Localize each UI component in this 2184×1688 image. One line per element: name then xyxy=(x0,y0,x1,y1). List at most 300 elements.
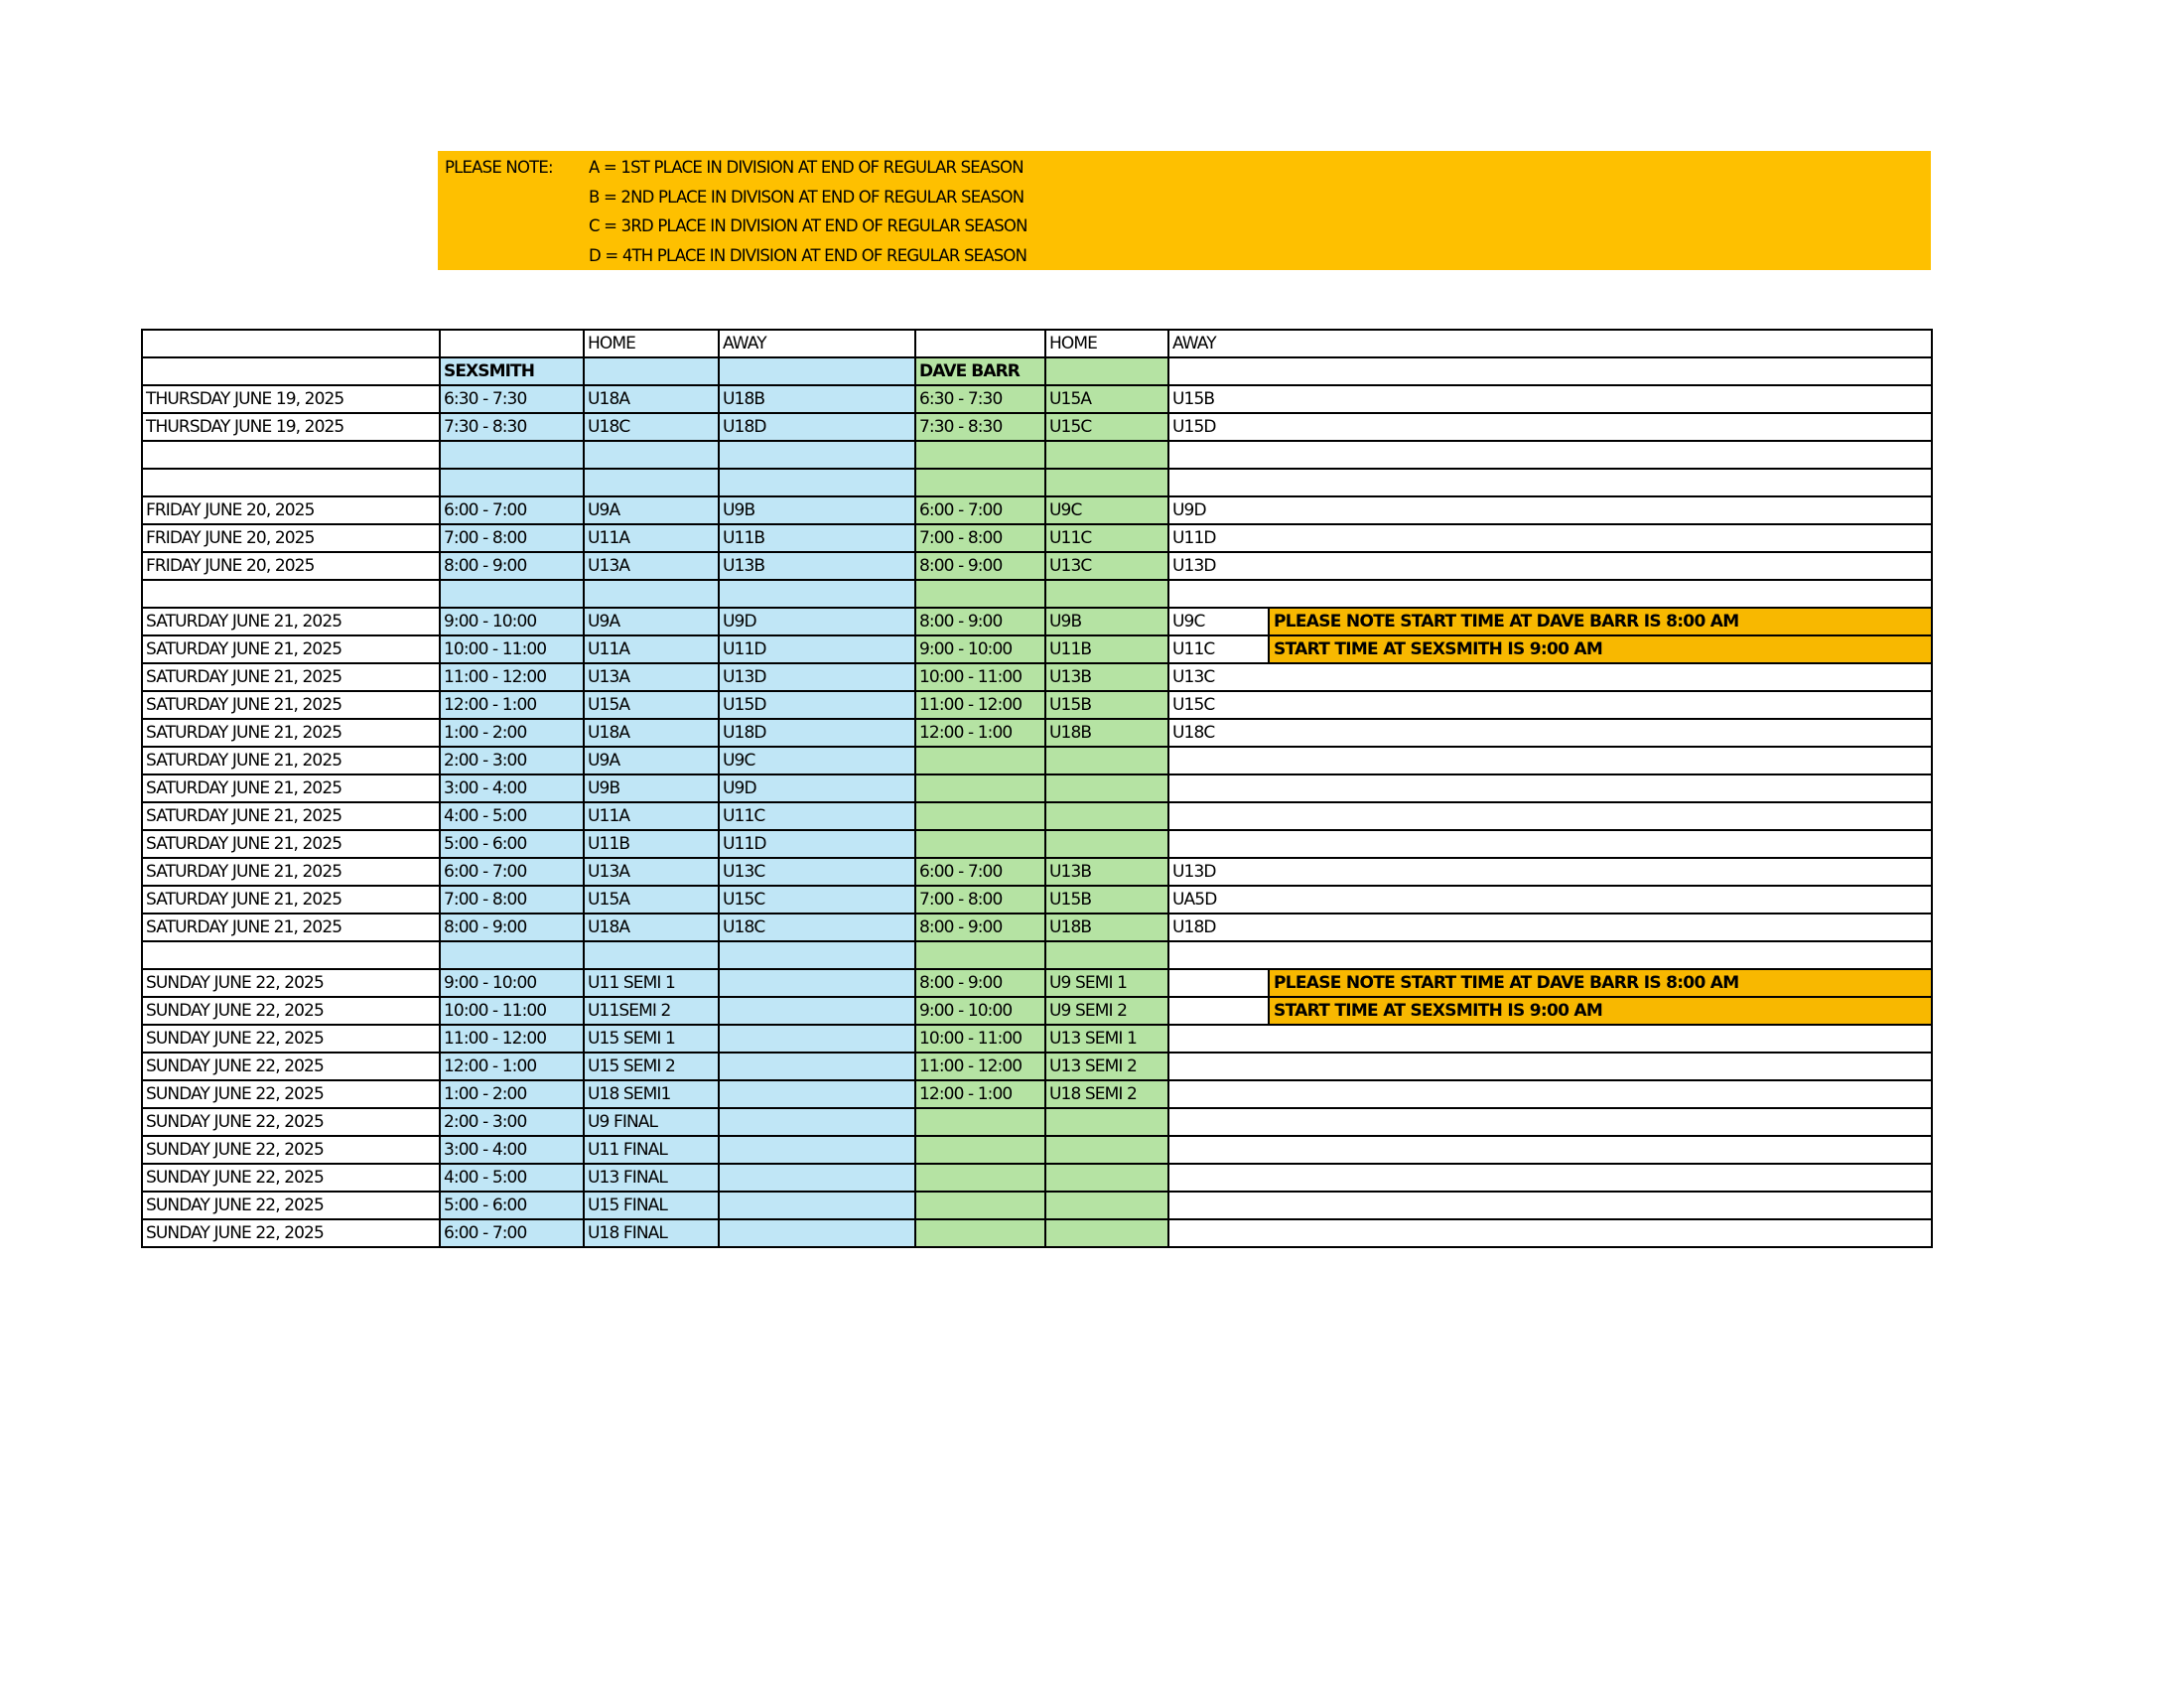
davebarr-home-cell: U15B xyxy=(1045,886,1168,914)
schedule-row xyxy=(142,1108,1932,1136)
davebarr-home-cell xyxy=(1045,1164,1168,1192)
sexsmith-home-cell: U18 SEMI1 xyxy=(584,1080,719,1108)
sexsmith-away-cell: U9C xyxy=(719,747,915,774)
start-time-notice xyxy=(1268,386,1931,412)
sexsmith-away-cell: U11B xyxy=(719,524,915,552)
davebarr-time-cell: 7:30 - 8:30 xyxy=(915,413,1045,441)
davebarr-away-notes-cell xyxy=(1168,941,1932,969)
schedule-row xyxy=(142,441,1932,469)
davebarr-away-value: U18C xyxy=(1172,723,1215,743)
davebarr-time-cell: 12:00 - 1:00 xyxy=(915,1080,1045,1108)
sexsmith-away-cell xyxy=(719,441,915,469)
start-time-notice: PLEASE NOTE START TIME AT DAVE BARR IS 8:00 AM xyxy=(1268,609,1931,634)
davebarr-away-notes-cell xyxy=(1168,1053,1932,1080)
sexsmith-time-cell: 6:00 - 7:00 xyxy=(440,496,584,524)
davebarr-away-notes-cell xyxy=(1168,580,1932,608)
sexsmith-home-cell: U11SEMI 2 xyxy=(584,997,719,1025)
sexsmith-away-cell xyxy=(719,997,915,1025)
header-home-sexsmith: HOME xyxy=(584,330,719,357)
davebarr-away-value: U9C xyxy=(1172,612,1205,632)
date-cell: SUNDAY JUNE 22, 2025 xyxy=(142,969,440,997)
date-cell: SATURDAY JUNE 21, 2025 xyxy=(142,719,440,747)
davebarr-time-cell xyxy=(915,747,1045,774)
davebarr-away-notes-cell xyxy=(1168,858,1932,886)
davebarr-away-notes-cell xyxy=(1168,886,1932,914)
date-cell xyxy=(142,469,440,496)
date-cell: SATURDAY JUNE 21, 2025 xyxy=(142,858,440,886)
venue-header-row xyxy=(142,357,1932,385)
header-blank xyxy=(915,330,1045,357)
sexsmith-time-cell: 3:00 - 4:00 xyxy=(440,1136,584,1164)
schedule-row xyxy=(142,580,1932,608)
date-cell: SATURDAY JUNE 21, 2025 xyxy=(142,914,440,941)
davebarr-away-notes-cell xyxy=(1168,914,1932,941)
sexsmith-home-cell: U13A xyxy=(584,552,719,580)
sexsmith-away-cell xyxy=(719,1053,915,1080)
davebarr-time-cell xyxy=(915,1192,1045,1219)
davebarr-away-notes-cell xyxy=(1168,663,1932,691)
start-time-notice xyxy=(1268,1193,1931,1218)
sexsmith-time-cell: 10:00 - 11:00 xyxy=(440,997,584,1025)
davebarr-away-notes-cell xyxy=(1168,552,1932,580)
sexsmith-away-cell: U9D xyxy=(719,608,915,635)
date-cell: SATURDAY JUNE 21, 2025 xyxy=(142,747,440,774)
start-time-notice xyxy=(1268,553,1931,579)
schedule-row xyxy=(142,1192,1932,1219)
davebarr-home-cell: U9 SEMI 1 xyxy=(1045,969,1168,997)
sexsmith-time-cell: 1:00 - 2:00 xyxy=(440,1080,584,1108)
date-cell xyxy=(142,941,440,969)
davebarr-home-cell: U11B xyxy=(1045,635,1168,663)
sexsmith-home-cell: U15A xyxy=(584,691,719,719)
sexsmith-time-cell: 10:00 - 11:00 xyxy=(440,635,584,663)
sexsmith-home-cell: U9A xyxy=(584,608,719,635)
start-time-notice xyxy=(1268,887,1931,913)
date-cell: SUNDAY JUNE 22, 2025 xyxy=(142,1108,440,1136)
date-cell: SUNDAY JUNE 22, 2025 xyxy=(142,1136,440,1164)
davebarr-away-notes-cell xyxy=(1168,635,1932,663)
davebarr-time-cell: 7:00 - 8:00 xyxy=(915,886,1045,914)
davebarr-home-cell: U18B xyxy=(1045,719,1168,747)
davebarr-away-notes-cell xyxy=(1168,1192,1932,1219)
sexsmith-home-cell: U9 FINAL xyxy=(584,1108,719,1136)
davebarr-away-value: U15B xyxy=(1172,389,1215,409)
date-cell: SUNDAY JUNE 22, 2025 xyxy=(142,1164,440,1192)
schedule-row xyxy=(142,969,1932,997)
date-cell: FRIDAY JUNE 20, 2025 xyxy=(142,524,440,552)
schedule-row xyxy=(142,997,1932,1025)
sexsmith-time-cell: 3:00 - 4:00 xyxy=(440,774,584,802)
sexsmith-away-cell: U18D xyxy=(719,413,915,441)
schedule-row xyxy=(142,774,1932,802)
davebarr-away-notes-cell xyxy=(1168,469,1932,496)
davebarr-home-cell: U13B xyxy=(1045,663,1168,691)
schedule-row xyxy=(142,1136,1932,1164)
sexsmith-time-cell: 11:00 - 12:00 xyxy=(440,1025,584,1053)
davebarr-away-notes-cell xyxy=(1168,385,1932,413)
schedule-row xyxy=(142,552,1932,580)
schedule-row xyxy=(142,719,1932,747)
schedule-row xyxy=(142,385,1932,413)
davebarr-away-notes-cell xyxy=(1168,802,1932,830)
sexsmith-home-cell: U13A xyxy=(584,858,719,886)
sexsmith-time-cell: 11:00 - 12:00 xyxy=(440,663,584,691)
davebarr-away-notes-cell xyxy=(1168,1025,1932,1053)
sexsmith-time-cell: 4:00 - 5:00 xyxy=(440,802,584,830)
davebarr-time-cell xyxy=(915,1136,1045,1164)
sexsmith-home-cell: U9A xyxy=(584,496,719,524)
sexsmith-time-cell: 9:00 - 10:00 xyxy=(440,969,584,997)
davebarr-away-value: U15C xyxy=(1172,695,1215,715)
sexsmith-away-cell: U18B xyxy=(719,385,915,413)
start-time-notice xyxy=(1268,1081,1931,1107)
start-time-notice xyxy=(1268,720,1931,746)
sexsmith-time-cell: 6:30 - 7:30 xyxy=(440,385,584,413)
sexsmith-home-cell xyxy=(584,469,719,496)
davebarr-home-cell: U13 SEMI 2 xyxy=(1045,1053,1168,1080)
sexsmith-time-cell: 7:00 - 8:00 xyxy=(440,886,584,914)
venue-sexsmith: SEXSMITH xyxy=(440,357,584,385)
davebarr-home-cell: U15C xyxy=(1045,413,1168,441)
davebarr-time-cell xyxy=(915,580,1045,608)
davebarr-home-cell xyxy=(1045,774,1168,802)
sexsmith-home-cell: U11A xyxy=(584,524,719,552)
davebarr-time-cell: 9:00 - 10:00 xyxy=(915,997,1045,1025)
sexsmith-away-cell: U9B xyxy=(719,496,915,524)
sexsmith-home-cell: U15 SEMI 1 xyxy=(584,1025,719,1053)
davebarr-away-notes-cell xyxy=(1168,608,1932,635)
legend-row xyxy=(445,241,1931,271)
davebarr-time-cell: 6:00 - 7:00 xyxy=(915,858,1045,886)
schedule-row xyxy=(142,1025,1932,1053)
davebarr-home-cell: U13 SEMI 1 xyxy=(1045,1025,1168,1053)
start-time-notice xyxy=(1268,775,1931,801)
sexsmith-time-cell: 5:00 - 6:00 xyxy=(440,1192,584,1219)
start-time-notice xyxy=(1268,831,1931,857)
schedule-row xyxy=(142,914,1932,941)
sexsmith-away-cell: U15D xyxy=(719,691,915,719)
start-time-notice xyxy=(1268,748,1931,774)
header-away-sexsmith: AWAY xyxy=(719,330,915,357)
davebarr-time-cell: 8:00 - 9:00 xyxy=(915,608,1045,635)
start-time-notice xyxy=(1268,414,1931,440)
davebarr-away-notes-cell xyxy=(1168,441,1932,469)
davebarr-home-cell xyxy=(1045,802,1168,830)
davebarr-home-cell: U18 SEMI 2 xyxy=(1045,1080,1168,1108)
sexsmith-away-cell: U11D xyxy=(719,635,915,663)
sexsmith-time-cell xyxy=(440,469,584,496)
sexsmith-away-cell xyxy=(719,1192,915,1219)
sexsmith-away-cell: U18C xyxy=(719,914,915,941)
davebarr-home-cell xyxy=(1045,941,1168,969)
sexsmith-home-cell: U11B xyxy=(584,830,719,858)
davebarr-time-cell: 6:00 - 7:00 xyxy=(915,496,1045,524)
davebarr-away-value: U11D xyxy=(1172,528,1216,548)
schedule-row xyxy=(142,858,1932,886)
davebarr-home-cell: U9 SEMI 2 xyxy=(1045,997,1168,1025)
davebarr-home-cell xyxy=(1045,1219,1168,1247)
schedule-row xyxy=(142,1164,1932,1192)
davebarr-away-value: U11C xyxy=(1172,639,1215,659)
date-cell: SATURDAY JUNE 21, 2025 xyxy=(142,830,440,858)
sexsmith-time-cell xyxy=(440,441,584,469)
davebarr-away-notes-cell xyxy=(1168,524,1932,552)
legend-note-box xyxy=(438,151,1931,270)
davebarr-home-cell xyxy=(1045,441,1168,469)
davebarr-home-cell: U13C xyxy=(1045,552,1168,580)
davebarr-away-notes-cell xyxy=(1168,1080,1932,1108)
sexsmith-home-cell: U13 FINAL xyxy=(584,1164,719,1192)
date-cell: SATURDAY JUNE 21, 2025 xyxy=(142,802,440,830)
davebarr-time-cell: 11:00 - 12:00 xyxy=(915,1053,1045,1080)
date-cell: THURSDAY JUNE 19, 2025 xyxy=(142,385,440,413)
schedule-body xyxy=(142,330,1932,1247)
davebarr-time-cell xyxy=(915,441,1045,469)
schedule-row xyxy=(142,469,1932,496)
davebarr-time-cell xyxy=(915,941,1045,969)
davebarr-time-cell: 11:00 - 12:00 xyxy=(915,691,1045,719)
davebarr-away-value: U13D xyxy=(1172,556,1216,576)
start-time-notice xyxy=(1268,581,1931,607)
davebarr-time-cell xyxy=(915,802,1045,830)
sexsmith-away-cell: U9D xyxy=(719,774,915,802)
header-blank xyxy=(142,357,440,385)
sexsmith-time-cell: 12:00 - 1:00 xyxy=(440,1053,584,1080)
davebarr-away-value: U13C xyxy=(1172,667,1215,687)
sexsmith-home-cell xyxy=(584,580,719,608)
davebarr-time-cell: 12:00 - 1:00 xyxy=(915,719,1045,747)
schedule-row xyxy=(142,1080,1932,1108)
schedule-row xyxy=(142,802,1932,830)
legend-row xyxy=(445,153,1931,183)
start-time-notice: PLEASE NOTE START TIME AT DAVE BARR IS 8:00 AM xyxy=(1268,970,1931,996)
date-cell: SUNDAY JUNE 22, 2025 xyxy=(142,1080,440,1108)
davebarr-home-cell xyxy=(1045,469,1168,496)
sexsmith-home-cell: U15A xyxy=(584,886,719,914)
davebarr-away-notes-cell xyxy=(1168,1108,1932,1136)
date-cell: FRIDAY JUNE 20, 2025 xyxy=(142,496,440,524)
davebarr-home-cell xyxy=(1045,1136,1168,1164)
start-time-notice xyxy=(1268,470,1931,495)
davebarr-home-cell xyxy=(1045,747,1168,774)
davebarr-time-cell: 6:30 - 7:30 xyxy=(915,385,1045,413)
davebarr-home-cell: U15A xyxy=(1045,385,1168,413)
start-time-notice xyxy=(1268,942,1931,968)
start-time-notice xyxy=(1268,664,1931,690)
davebarr-away-notes-cell xyxy=(1168,1164,1932,1192)
sexsmith-home-cell: U9B xyxy=(584,774,719,802)
davebarr-away-value: U13D xyxy=(1172,862,1216,882)
start-time-notice xyxy=(1268,497,1931,523)
davebarr-time-cell: 7:00 - 8:00 xyxy=(915,524,1045,552)
sexsmith-away-cell xyxy=(719,1108,915,1136)
sexsmith-away-cell xyxy=(719,1136,915,1164)
schedule-row xyxy=(142,608,1932,635)
header-blank xyxy=(440,330,584,357)
davebarr-away-notes-cell xyxy=(1168,969,1932,997)
davebarr-home-cell xyxy=(1045,1108,1168,1136)
sexsmith-away-cell xyxy=(719,1164,915,1192)
date-cell: SATURDAY JUNE 21, 2025 xyxy=(142,691,440,719)
davebarr-home-cell: U9C xyxy=(1045,496,1168,524)
sexsmith-home-cell: U11 FINAL xyxy=(584,1136,719,1164)
sexsmith-away-cell xyxy=(719,469,915,496)
schedule-row xyxy=(142,413,1932,441)
column-header-row xyxy=(142,330,1932,357)
schedule-row xyxy=(142,941,1932,969)
sexsmith-away-cell: U13C xyxy=(719,858,915,886)
legend-label: PLEASE NOTE: xyxy=(445,158,553,178)
sexsmith-home-cell: U18 FINAL xyxy=(584,1219,719,1247)
date-cell: SATURDAY JUNE 21, 2025 xyxy=(142,663,440,691)
davebarr-home-cell: U13B xyxy=(1045,858,1168,886)
davebarr-home-cell xyxy=(1045,830,1168,858)
sexsmith-home-cell: U15 FINAL xyxy=(584,1192,719,1219)
davebarr-away-notes-cell xyxy=(1168,997,1932,1025)
davebarr-away-notes-cell xyxy=(1168,830,1932,858)
schedule-row xyxy=(142,524,1932,552)
start-time-notice: START TIME AT SEXSMITH IS 9:00 AM xyxy=(1268,998,1931,1024)
start-time-notice xyxy=(1268,1026,1931,1052)
start-time-notice xyxy=(1268,914,1931,940)
sexsmith-time-cell: 7:30 - 8:30 xyxy=(440,413,584,441)
start-time-notice: START TIME AT SEXSMITH IS 9:00 AM xyxy=(1268,636,1931,662)
sexsmith-time-cell: 5:00 - 6:00 xyxy=(440,830,584,858)
sexsmith-time-cell: 9:00 - 10:00 xyxy=(440,608,584,635)
davebarr-away-notes-cell xyxy=(1168,1219,1932,1247)
date-cell: SUNDAY JUNE 22, 2025 xyxy=(142,1192,440,1219)
sexsmith-away-cell xyxy=(719,941,915,969)
schedule-row xyxy=(142,747,1932,774)
legend-line: D = 4TH PLACE IN DIVISION AT END OF REGULAR SEASON xyxy=(589,246,1027,266)
date-cell: SATURDAY JUNE 21, 2025 xyxy=(142,774,440,802)
sexsmith-home-cell: U15 SEMI 2 xyxy=(584,1053,719,1080)
start-time-notice xyxy=(1268,692,1931,718)
davebarr-away-notes-cell xyxy=(1168,747,1932,774)
davebarr-away-value: UA5D xyxy=(1172,890,1217,910)
sexsmith-time-cell: 4:00 - 5:00 xyxy=(440,1164,584,1192)
sexsmith-time-cell xyxy=(440,580,584,608)
davebarr-away-value: U15D xyxy=(1172,417,1216,437)
start-time-notice xyxy=(1268,803,1931,829)
sexsmith-time-cell: 12:00 - 1:00 xyxy=(440,691,584,719)
date-cell: THURSDAY JUNE 19, 2025 xyxy=(142,413,440,441)
sexsmith-time-cell: 2:00 - 3:00 xyxy=(440,1108,584,1136)
sexsmith-home-cell: U11A xyxy=(584,635,719,663)
legend-row xyxy=(445,183,1931,212)
date-cell xyxy=(142,580,440,608)
sexsmith-time-cell: 8:00 - 9:00 xyxy=(440,914,584,941)
schedule-row xyxy=(142,1053,1932,1080)
header-home-davebarr: HOME xyxy=(1045,330,1168,357)
schedule-row xyxy=(142,691,1932,719)
sexsmith-home-cell: U9A xyxy=(584,747,719,774)
legend-line: B = 2ND PLACE IN DIVISON AT END OF REGULAR SEASON xyxy=(589,187,1024,207)
sexsmith-away-cell xyxy=(719,1025,915,1053)
date-cell: SATURDAY JUNE 21, 2025 xyxy=(142,635,440,663)
sexsmith-away-cell: U11D xyxy=(719,830,915,858)
schedule-row xyxy=(142,635,1932,663)
davebarr-away-notes-cell xyxy=(1168,774,1932,802)
davebarr-time-cell xyxy=(915,469,1045,496)
sexsmith-away-cell: U13D xyxy=(719,663,915,691)
date-cell: SUNDAY JUNE 22, 2025 xyxy=(142,1053,440,1080)
sexsmith-time-cell: 6:00 - 7:00 xyxy=(440,1219,584,1247)
davebarr-time-cell xyxy=(915,830,1045,858)
schedule-row xyxy=(142,886,1932,914)
sexsmith-away-cell xyxy=(719,1080,915,1108)
davebarr-away-notes-cell xyxy=(1168,719,1932,747)
sexsmith-home-cell: U18A xyxy=(584,719,719,747)
davebarr-time-cell xyxy=(915,1164,1045,1192)
davebarr-home-cell: U9B xyxy=(1045,608,1168,635)
sexsmith-time-cell: 7:00 - 8:00 xyxy=(440,524,584,552)
legend-row xyxy=(445,211,1931,241)
davebarr-home-cell: U18B xyxy=(1045,914,1168,941)
davebarr-away-value: U9D xyxy=(1172,500,1206,520)
legend-line: A = 1ST PLACE IN DIVISION AT END OF REGULAR SEASON xyxy=(589,158,1024,178)
sexsmith-home-cell: U18A xyxy=(584,914,719,941)
sexsmith-away-cell xyxy=(719,969,915,997)
sexsmith-away-cell xyxy=(719,580,915,608)
sexsmith-home-cell xyxy=(584,441,719,469)
davebarr-away-notes-cell xyxy=(1168,413,1932,441)
sexsmith-home-cell: U11A xyxy=(584,802,719,830)
sexsmith-home-cell: U13A xyxy=(584,663,719,691)
start-time-notice xyxy=(1268,1137,1931,1163)
schedule-row xyxy=(142,830,1932,858)
date-cell: SUNDAY JUNE 22, 2025 xyxy=(142,1025,440,1053)
start-time-notice xyxy=(1268,1165,1931,1191)
schedule-row xyxy=(142,1219,1932,1247)
sexsmith-away-cell: U15C xyxy=(719,886,915,914)
date-cell: SUNDAY JUNE 22, 2025 xyxy=(142,1219,440,1247)
sexsmith-home-cell: U18C xyxy=(584,413,719,441)
sexsmith-time-cell: 1:00 - 2:00 xyxy=(440,719,584,747)
davebarr-time-cell: 8:00 - 9:00 xyxy=(915,914,1045,941)
davebarr-away-value: U18D xyxy=(1172,917,1216,937)
header-away-davebarr: AWAY xyxy=(1168,330,1932,357)
sexsmith-time-cell xyxy=(440,941,584,969)
sexsmith-away-cell xyxy=(719,1219,915,1247)
sexsmith-away-cell: U11C xyxy=(719,802,915,830)
start-time-notice xyxy=(1268,442,1931,468)
sexsmith-home-cell: U11 SEMI 1 xyxy=(584,969,719,997)
start-time-notice xyxy=(1268,1109,1931,1135)
sexsmith-time-cell: 2:00 - 3:00 xyxy=(440,747,584,774)
date-cell xyxy=(142,441,440,469)
sexsmith-time-cell: 8:00 - 9:00 xyxy=(440,552,584,580)
sexsmith-away-cell: U18D xyxy=(719,719,915,747)
date-cell: SATURDAY JUNE 21, 2025 xyxy=(142,886,440,914)
schedule-row xyxy=(142,496,1932,524)
davebarr-time-cell: 8:00 - 9:00 xyxy=(915,552,1045,580)
schedule-row xyxy=(142,663,1932,691)
start-time-notice xyxy=(1268,1054,1931,1079)
davebarr-away-notes-cell xyxy=(1168,1136,1932,1164)
davebarr-away-notes-cell xyxy=(1168,691,1932,719)
davebarr-time-cell: 10:00 - 11:00 xyxy=(915,1025,1045,1053)
davebarr-away-notes-cell xyxy=(1168,496,1932,524)
davebarr-time-cell: 9:00 - 10:00 xyxy=(915,635,1045,663)
venue-davebarr: DAVE BARR xyxy=(915,357,1045,385)
date-cell: SATURDAY JUNE 21, 2025 xyxy=(142,608,440,635)
sexsmith-home-cell xyxy=(584,941,719,969)
date-cell: FRIDAY JUNE 20, 2025 xyxy=(142,552,440,580)
schedule-table xyxy=(141,329,1933,1248)
start-time-notice xyxy=(1268,1220,1931,1246)
davebarr-time-cell: 10:00 - 11:00 xyxy=(915,663,1045,691)
